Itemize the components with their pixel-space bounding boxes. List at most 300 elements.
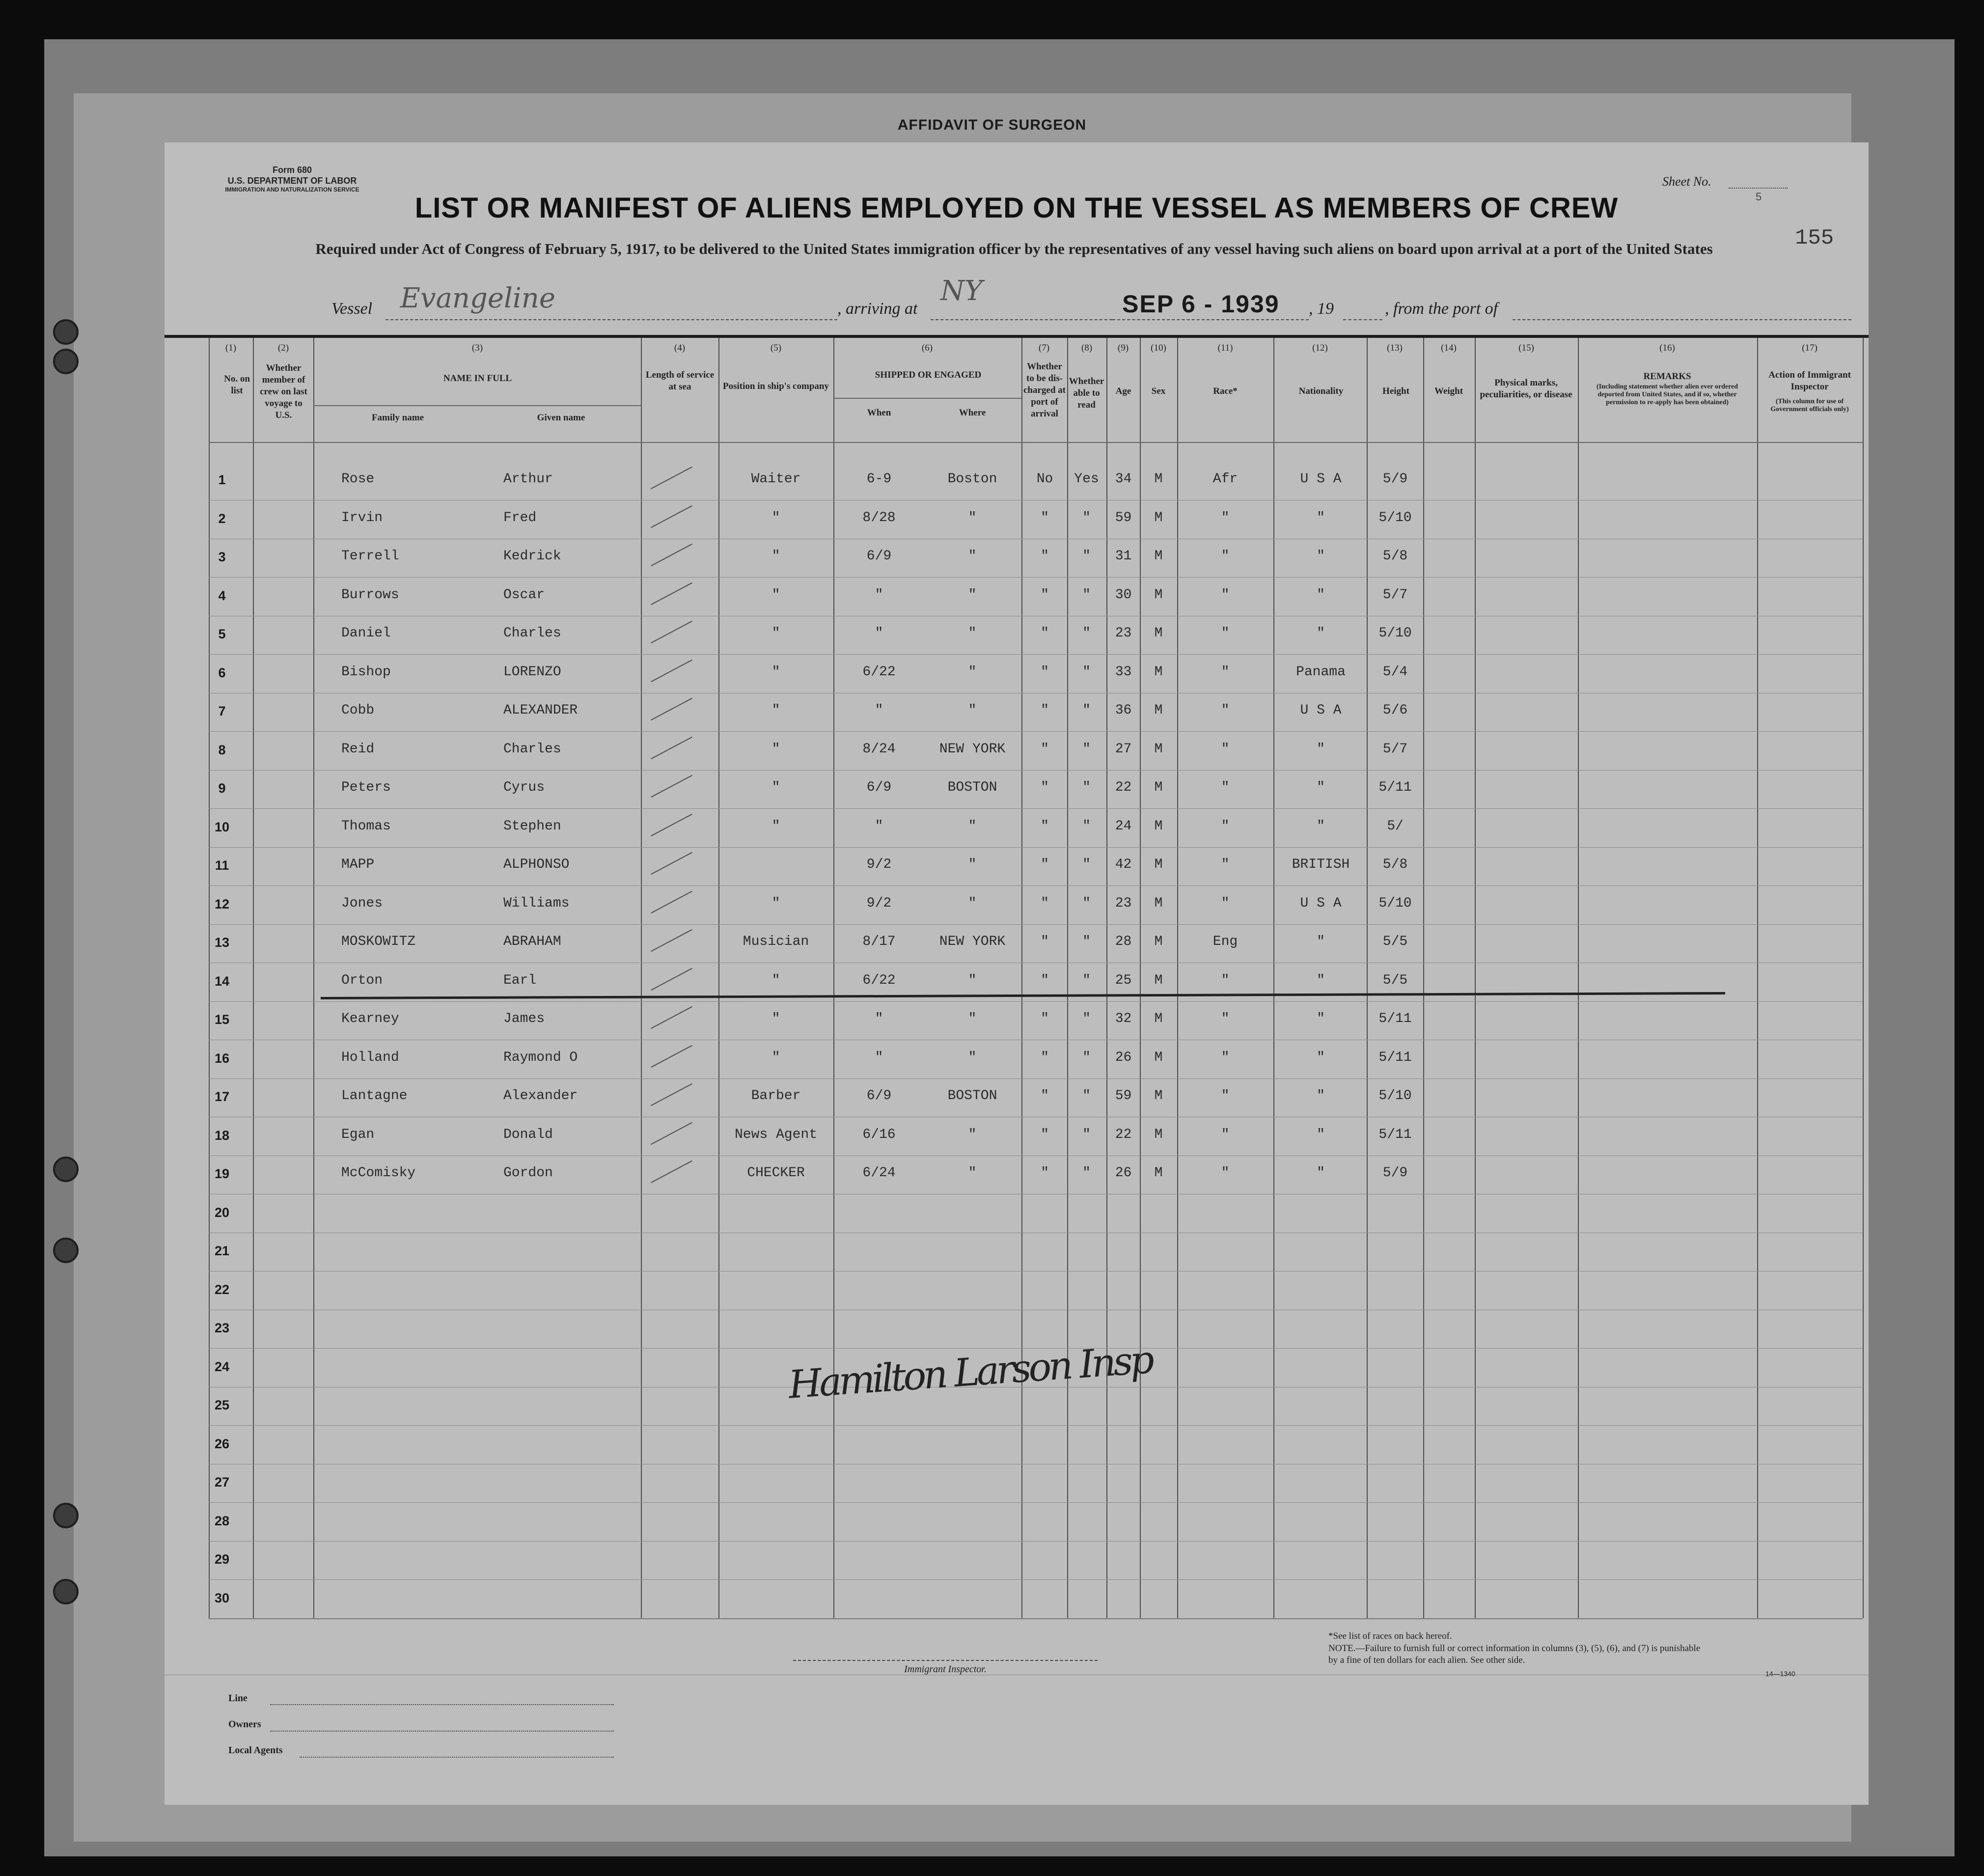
height-cell: 5/9 xyxy=(1382,1165,1408,1181)
race-cell: " xyxy=(1221,741,1230,757)
column-rule xyxy=(1423,336,1424,1618)
nationality-cell: " xyxy=(1317,549,1325,564)
when-cell: " xyxy=(875,587,883,603)
able-read-cell: " xyxy=(1082,780,1091,795)
height-cell: 5/8 xyxy=(1382,549,1408,564)
sex-cell: M xyxy=(1154,587,1163,603)
when-cell: 9/2 xyxy=(866,857,892,872)
family-name-cell: Daniel xyxy=(341,626,391,641)
discharged-cell: " xyxy=(1041,1088,1049,1104)
where-cell: " xyxy=(968,1165,977,1181)
header-nationality: Nationality xyxy=(1298,386,1344,396)
able-read-cell: " xyxy=(1082,1165,1091,1181)
given-name-cell: Gordon xyxy=(503,1165,553,1181)
row-number: 23 xyxy=(214,1321,230,1335)
column-number: (12) xyxy=(1312,343,1328,353)
race-cell: " xyxy=(1221,664,1230,680)
position-cell: Waiter xyxy=(751,471,801,487)
discharged-cell: " xyxy=(1041,780,1049,795)
age-cell: 36 xyxy=(1115,703,1132,718)
race-cell: " xyxy=(1221,972,1230,988)
where-cell: NEW YORK xyxy=(939,741,1006,757)
row-number: 16 xyxy=(214,1050,230,1066)
race-cell: " xyxy=(1221,780,1230,795)
able-read-cell: " xyxy=(1082,587,1091,603)
shipped-subrule xyxy=(833,398,1021,399)
header-able-read: Whether able to read xyxy=(1069,376,1104,410)
family-name-cell: Orton xyxy=(341,972,383,988)
position-cell: " xyxy=(772,664,780,680)
row-number: 1 xyxy=(218,472,226,487)
row-number: 2 xyxy=(218,511,226,526)
binder-hole xyxy=(53,1157,79,1182)
position-cell: " xyxy=(772,972,780,988)
height-cell: 5/5 xyxy=(1382,934,1408,949)
age-cell: 22 xyxy=(1115,1127,1132,1142)
when-cell: 6/9 xyxy=(866,1088,892,1104)
nationality-cell: " xyxy=(1317,1165,1325,1181)
row-rule xyxy=(209,654,1863,655)
family-name-cell: Jones xyxy=(341,895,383,911)
page-subtitle: Required under Act of Congress of February 5, 1917, to be delivered to the United States immigration officer by the representatives of any vessel having such aliens on board upon arrival at a port of the United States xyxy=(315,240,1713,257)
discharged-cell: " xyxy=(1041,1011,1049,1026)
when-cell: 6-9 xyxy=(866,471,892,487)
column-rule xyxy=(1863,336,1864,1618)
height-cell: 5/5 xyxy=(1382,972,1408,988)
position-cell: News Agent xyxy=(734,1127,818,1142)
where-cell: " xyxy=(968,818,977,834)
column-rule xyxy=(1475,336,1476,1618)
family-name-cell: Burrows xyxy=(341,587,399,603)
race-cell: Eng xyxy=(1212,934,1238,949)
nationality-cell: U S A xyxy=(1300,471,1342,487)
when-cell: 6/24 xyxy=(862,1165,896,1181)
row-number: 15 xyxy=(214,1012,230,1027)
row-number: 28 xyxy=(214,1513,230,1528)
age-cell: 59 xyxy=(1115,510,1132,525)
header-no-on-list: No. on list xyxy=(224,374,250,396)
header-physical-marks: Physical marks, peculiarities, or disease xyxy=(1480,378,1572,400)
when-cell: 6/9 xyxy=(866,549,892,564)
date-stamp: SEP 6 - 1939 xyxy=(1122,290,1280,318)
position-cell: " xyxy=(772,1049,780,1065)
when-cell: " xyxy=(875,626,883,641)
column-number: (5) xyxy=(770,343,782,353)
inspector-signature: Hamilton Larson Insp xyxy=(787,1338,1153,1407)
age-cell: 22 xyxy=(1115,780,1132,795)
able-read-cell: " xyxy=(1082,1088,1091,1104)
position-cell: Musician xyxy=(743,934,809,949)
form-department: U.S. DEPARTMENT OF LABOR xyxy=(227,176,357,186)
column-number: (1) xyxy=(225,343,237,353)
row-number: 8 xyxy=(218,742,226,757)
when-cell: 6/16 xyxy=(862,1127,896,1142)
given-name-cell: ALEXANDER xyxy=(503,703,578,718)
sex-cell: M xyxy=(1154,1165,1163,1181)
given-name-cell: Raymond O xyxy=(503,1049,578,1065)
family-name-cell: McComisky xyxy=(341,1165,416,1181)
row-rule xyxy=(209,1541,1863,1542)
race-cell: " xyxy=(1221,549,1230,564)
sex-cell: M xyxy=(1154,818,1163,834)
row-number: 29 xyxy=(214,1552,230,1567)
age-cell: 42 xyxy=(1115,857,1132,872)
row-number: 9 xyxy=(218,781,226,796)
sex-cell: M xyxy=(1154,741,1163,757)
sex-cell: M xyxy=(1154,934,1163,949)
sheet-number-value: 5 xyxy=(1756,191,1762,203)
race-cell: " xyxy=(1221,818,1230,834)
vessel-label: Vessel xyxy=(331,300,373,318)
row-number: 11 xyxy=(215,858,229,873)
discharged-cell: " xyxy=(1041,741,1049,757)
column-number: (3) xyxy=(471,343,483,353)
where-cell: " xyxy=(968,510,977,525)
where-cell: " xyxy=(968,1127,977,1142)
height-cell: 5/11 xyxy=(1378,1011,1412,1026)
column-rule xyxy=(1021,336,1022,1618)
when-cell: 8/28 xyxy=(862,510,896,525)
row-number: 12 xyxy=(214,896,230,911)
column-number: (2) xyxy=(277,343,289,353)
discharged-cell: " xyxy=(1041,972,1049,988)
position-cell: " xyxy=(772,895,780,911)
discharged-cell: " xyxy=(1041,549,1049,564)
row-number: 7 xyxy=(218,704,226,718)
age-cell: 28 xyxy=(1115,934,1132,949)
given-name-cell: Cyrus xyxy=(503,780,545,795)
race-cell: Afr xyxy=(1212,471,1238,487)
when-cell: 8/24 xyxy=(862,741,896,757)
when-cell: 6/22 xyxy=(862,972,896,988)
name-subrule xyxy=(313,405,641,406)
column-number: (4) xyxy=(674,343,686,353)
able-read-cell: " xyxy=(1082,1011,1091,1026)
row-rule xyxy=(209,885,1863,886)
row-rule xyxy=(209,924,1863,925)
row-number: 27 xyxy=(214,1475,230,1490)
manifest-page xyxy=(165,142,1869,1805)
family-name-cell: Lantagne xyxy=(341,1088,408,1104)
nationality-cell: BRITISH xyxy=(1292,857,1350,872)
column-rule xyxy=(1367,336,1368,1618)
column-number: (11) xyxy=(1217,343,1233,353)
row-number: 22 xyxy=(214,1282,230,1297)
given-name-cell: Fred xyxy=(503,510,537,525)
column-number: (16) xyxy=(1659,343,1675,353)
column-number: (10) xyxy=(1151,343,1166,353)
row-number: 13 xyxy=(214,935,230,950)
family-name-cell: Cobb xyxy=(341,703,375,718)
height-cell: 5/11 xyxy=(1378,780,1412,795)
where-cell: BOSTON xyxy=(947,1088,997,1104)
when-cell: " xyxy=(875,1011,883,1026)
able-read-cell: " xyxy=(1082,1049,1091,1065)
column-rule xyxy=(253,336,254,1618)
age-cell: 24 xyxy=(1115,818,1132,834)
sex-cell: M xyxy=(1154,857,1163,872)
family-name-cell: Rose xyxy=(341,471,375,487)
footer-line-field xyxy=(270,1704,614,1705)
row-rule xyxy=(209,770,1863,771)
given-name-cell: ALPHONSO xyxy=(503,857,570,872)
row-number: 10 xyxy=(214,819,230,834)
where-cell: Boston xyxy=(947,471,997,487)
row-rule xyxy=(209,731,1863,732)
height-cell: 5/11 xyxy=(1378,1127,1412,1142)
row-number: 18 xyxy=(214,1128,230,1143)
nationality-cell: " xyxy=(1317,741,1325,757)
able-read-cell: " xyxy=(1082,972,1091,988)
arriving-label: , arriving at xyxy=(837,300,918,318)
column-rule xyxy=(1177,336,1178,1618)
header-when: When xyxy=(867,408,891,418)
discharged-cell: " xyxy=(1041,818,1049,834)
where-cell: " xyxy=(968,587,977,603)
age-cell: 30 xyxy=(1115,587,1132,603)
nationality-cell: " xyxy=(1317,1011,1325,1026)
where-cell: " xyxy=(968,1049,977,1065)
discharged-cell: " xyxy=(1041,587,1049,603)
nationality-cell: " xyxy=(1317,1049,1325,1065)
when-cell: 8/17 xyxy=(862,934,896,949)
header-shipped-engaged: SHIPPED OR ENGAGED xyxy=(875,370,982,380)
discharged-cell: " xyxy=(1041,664,1049,680)
year-label: , 19 xyxy=(1309,300,1334,318)
row-number: 4 xyxy=(218,588,226,603)
discharged-cell: " xyxy=(1041,510,1049,525)
from-port-label: , from the port of xyxy=(1385,300,1498,318)
given-name-cell: Williams xyxy=(503,895,570,911)
arriving-port: NY xyxy=(940,275,983,307)
inspector-label: Immigrant Inspector. xyxy=(904,1664,987,1675)
given-name-cell: Kedrick xyxy=(503,549,561,564)
able-read-cell: " xyxy=(1082,818,1091,834)
race-cell: " xyxy=(1221,587,1230,603)
nationality-cell: " xyxy=(1317,780,1325,795)
column-number: (15) xyxy=(1518,343,1534,353)
when-cell: 6/9 xyxy=(866,780,892,795)
row-rule xyxy=(209,1579,1863,1580)
row-rule xyxy=(209,1618,1863,1619)
age-cell: 33 xyxy=(1115,664,1132,680)
age-cell: 23 xyxy=(1115,626,1132,641)
discharged-cell: " xyxy=(1041,703,1049,718)
header-length-service: Length of service at sea xyxy=(645,370,715,392)
row-rule xyxy=(209,1001,1863,1002)
column-rule xyxy=(1578,336,1579,1618)
position-cell: CHECKER xyxy=(747,1165,805,1181)
age-cell: 26 xyxy=(1115,1165,1132,1181)
nationality-cell: " xyxy=(1317,818,1325,834)
header-bottom-rule xyxy=(209,442,1863,443)
form-service: IMMIGRATION AND NATURALIZATION SERVICE xyxy=(225,186,359,193)
position-cell: " xyxy=(772,780,780,795)
row-number: 19 xyxy=(214,1166,230,1181)
height-cell: 5/7 xyxy=(1382,587,1408,603)
row-number: 21 xyxy=(214,1243,230,1258)
race-cell: " xyxy=(1221,857,1230,872)
header-where: Where xyxy=(959,408,986,418)
height-cell: 5/11 xyxy=(1378,1049,1412,1065)
row-number: 25 xyxy=(214,1398,230,1412)
given-name-cell: Alexander xyxy=(503,1088,578,1104)
able-read-cell: " xyxy=(1082,626,1091,641)
race-cell: " xyxy=(1221,510,1230,525)
height-cell: 5/8 xyxy=(1382,857,1408,872)
position-cell: " xyxy=(772,510,780,525)
page-title: LIST OR MANIFEST OF ALIENS EMPLOYED ON THE VESSEL AS MEMBERS OF CREW xyxy=(414,192,1619,224)
row-number: 5 xyxy=(218,627,226,641)
able-read-cell: " xyxy=(1082,549,1091,564)
column-rule xyxy=(718,336,719,1618)
header-remarks-note: (Including statement whether alien ever ordered deported from United States, and if so, whether permission to re-apply has been obtained) xyxy=(1596,383,1738,406)
discharged-cell: " xyxy=(1041,934,1049,949)
row-rule xyxy=(209,1425,1863,1426)
header-action-note: (This column for use of Government officials only) xyxy=(1770,398,1849,413)
row-number: 20 xyxy=(214,1205,230,1220)
family-name-cell: MAPP xyxy=(341,857,375,872)
family-name-cell: Bishop xyxy=(341,664,391,680)
row-rule xyxy=(209,1078,1863,1079)
header-name-in-full: NAME IN FULL xyxy=(443,373,512,384)
family-name-cell: Egan xyxy=(341,1127,375,1142)
able-read-cell: " xyxy=(1082,510,1091,525)
row-number: 30 xyxy=(214,1590,230,1605)
row-number: 17 xyxy=(214,1089,230,1104)
column-rule xyxy=(833,336,834,1618)
nationality-cell: " xyxy=(1317,1127,1325,1142)
where-cell: " xyxy=(968,703,977,718)
nationality-cell: " xyxy=(1317,626,1325,641)
given-name-cell: Oscar xyxy=(503,587,545,603)
discharged-cell: " xyxy=(1041,857,1049,872)
given-name-cell: James xyxy=(503,1011,545,1026)
binder-hole xyxy=(53,1238,79,1263)
position-cell: " xyxy=(772,1011,780,1026)
column-number: (7) xyxy=(1038,343,1050,353)
age-cell: 59 xyxy=(1115,1088,1132,1104)
vessel-name: Evangeline xyxy=(400,282,555,314)
where-cell: " xyxy=(968,1011,977,1026)
discharged-cell: " xyxy=(1041,1127,1049,1142)
discharged-cell: " xyxy=(1041,895,1049,911)
page-number: 155 xyxy=(1795,226,1834,250)
header-family-name: Family name xyxy=(371,413,424,423)
footer-owners-label: Owners xyxy=(228,1719,261,1730)
position-cell: " xyxy=(772,587,780,603)
sex-cell: M xyxy=(1154,972,1163,988)
race-cell: " xyxy=(1221,1011,1230,1026)
able-read-cell: " xyxy=(1082,934,1091,949)
position-cell: " xyxy=(772,818,780,834)
race-cell: " xyxy=(1221,626,1230,641)
row-number: 24 xyxy=(214,1359,230,1374)
family-name-cell: Reid xyxy=(341,741,375,757)
age-cell: 25 xyxy=(1115,972,1132,988)
binder-hole xyxy=(53,319,79,345)
where-cell: " xyxy=(968,549,977,564)
height-cell: 5/7 xyxy=(1382,741,1408,757)
where-cell: " xyxy=(968,972,977,988)
header-position: Position in ship's company xyxy=(723,381,829,391)
sex-cell: M xyxy=(1154,703,1163,718)
nationality-cell: " xyxy=(1317,1088,1325,1104)
binder-hole xyxy=(53,349,79,374)
sex-cell: M xyxy=(1154,1011,1163,1026)
able-read-cell: " xyxy=(1082,1127,1091,1142)
column-number: (14) xyxy=(1441,343,1457,353)
sex-cell: M xyxy=(1154,471,1163,487)
discharged-cell: " xyxy=(1041,626,1049,641)
row-number: 3 xyxy=(218,550,226,564)
row-rule xyxy=(209,577,1863,578)
when-cell: " xyxy=(875,1049,883,1065)
header-sex: Sex xyxy=(1151,386,1166,396)
header-given-name: Given name xyxy=(537,413,585,423)
given-name-cell: Earl xyxy=(503,972,537,988)
form-code: 14—1340 xyxy=(1765,1670,1795,1678)
where-cell: " xyxy=(968,857,977,872)
able-read-cell: " xyxy=(1082,703,1091,718)
height-cell: 5/9 xyxy=(1382,471,1408,487)
nationality-cell: U S A xyxy=(1300,895,1342,911)
race-cell: " xyxy=(1221,1165,1230,1181)
able-read-cell: " xyxy=(1082,741,1091,757)
sex-cell: M xyxy=(1154,626,1163,641)
sex-cell: M xyxy=(1154,1088,1163,1104)
footer-agents-field xyxy=(300,1757,614,1758)
position-cell: " xyxy=(772,549,780,564)
given-name-cell: ABRAHAM xyxy=(503,934,561,949)
footer-agents-label: Local Agents xyxy=(228,1745,283,1756)
height-cell: 5/10 xyxy=(1378,510,1412,525)
sex-cell: M xyxy=(1154,510,1163,525)
given-name-cell: Stephen xyxy=(503,818,561,834)
age-cell: 27 xyxy=(1115,741,1132,757)
header-height: Height xyxy=(1382,386,1409,396)
inspector-signature-line xyxy=(793,1660,1098,1661)
row-rule xyxy=(209,808,1863,809)
header-top-rule xyxy=(165,335,1869,338)
header-whether-member: Whether member of crew on last voyage to U.S. xyxy=(260,363,307,420)
column-rule xyxy=(313,336,314,1618)
header-age: Age xyxy=(1115,386,1131,396)
header-discharged: Whether to be dis-charged at port of arrival xyxy=(1023,361,1066,419)
affidavit-heading: AFFIDAVIT OF SURGEON xyxy=(897,117,1087,133)
family-name-cell: MOSKOWITZ xyxy=(341,934,416,949)
able-read-cell: Yes xyxy=(1074,471,1099,487)
race-cell: " xyxy=(1221,703,1230,718)
row-number: 14 xyxy=(214,973,230,989)
age-cell: 26 xyxy=(1115,1049,1132,1065)
family-name-cell: Thomas xyxy=(341,818,391,834)
header-action-inspector: Action of Immigrant Inspector xyxy=(1768,370,1851,392)
nationality-cell: " xyxy=(1317,972,1325,988)
position-cell: " xyxy=(772,703,780,718)
sex-cell: M xyxy=(1154,549,1163,564)
height-cell: 5/10 xyxy=(1378,895,1412,911)
race-cell: " xyxy=(1221,1049,1230,1065)
binder-hole xyxy=(53,1503,79,1528)
height-cell: 5/4 xyxy=(1382,664,1408,680)
race-cell: " xyxy=(1221,1127,1230,1142)
position-cell: " xyxy=(772,626,780,641)
age-cell: 34 xyxy=(1115,471,1132,487)
row-number: 6 xyxy=(218,665,226,680)
binder-hole xyxy=(53,1579,79,1604)
discharged-cell: No xyxy=(1036,471,1053,487)
